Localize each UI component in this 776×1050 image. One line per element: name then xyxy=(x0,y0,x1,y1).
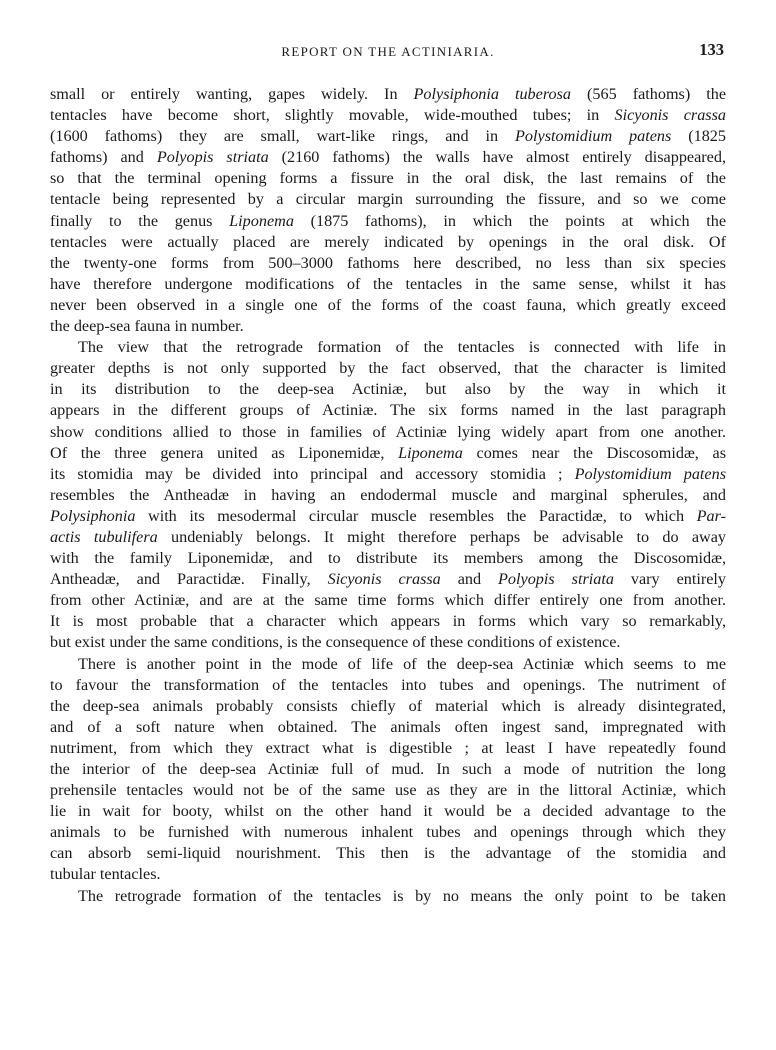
text-line: never been observed in a single one of the forms of the coast fauna, which greatly exceed xyxy=(50,295,726,314)
text-line: have therefore undergone modifications of the tentacles in the same sense, whilst it has xyxy=(50,274,726,293)
italic-term: Polyopis striata xyxy=(156,148,269,167)
text-line: the deep-sea animals probably consists chiefly of material which is already disintegrated, xyxy=(50,696,726,715)
text-line: actis tubulifera undeniably belongs. It might therefore perhaps be advisable to do away xyxy=(50,527,726,546)
paragraph xyxy=(50,886,726,907)
italic-term: Liponema xyxy=(229,211,294,230)
italic-term: Polystomidium patens xyxy=(515,127,672,146)
text-line: prehensile tentacles would not be of the same use as they are in the littoral Actiniæ, which xyxy=(50,781,726,800)
text-line: lie in wait for booty, whilst on the other hand it would be a decided advantage to the xyxy=(50,802,726,821)
text-line: tentacle being represented by a circular margin surrounding the fissure, and so we come xyxy=(50,190,726,209)
text-line: tubular tentacles. xyxy=(50,865,161,884)
paragraph xyxy=(50,654,726,886)
text-line: There is another point in the mode of life of the deep-sea Actiniæ which seems to me xyxy=(78,654,726,673)
italic-term: Polyopis striata xyxy=(498,570,614,589)
running-header xyxy=(50,38,726,68)
italic-term: Polysiphonia xyxy=(50,506,136,525)
text-line: the deep-sea fauna in number. xyxy=(50,317,244,336)
text-line: the interior of the deep-sea Actiniæ full of mud. In such a mode of nutrition the long xyxy=(50,760,726,778)
text-line: but exist under the same conditions, is the consequence of these conditions of existence. xyxy=(50,633,621,652)
text-line: from other Actiniæ, and are at the same time forms which differ entirely one from another. xyxy=(50,591,726,610)
text-line: resembles the Antheadæ in having an endodermal muscle and marginal spherules, and xyxy=(50,485,726,504)
text-line: tentacles were actually placed are merely indicated by openings in the oral disk. Of xyxy=(50,232,726,251)
text-line: Polysiphonia with its mesodermal circular muscle resembles the Paractidæ, to which Par- xyxy=(50,506,726,525)
text-line: Antheadæ, and Paractidæ. Finally, Sicyonis crassa and Polyopis striata vary entirely xyxy=(50,570,727,589)
text-line: finally to the genus Liponema (1875 fathoms), in which the points at which the xyxy=(50,211,727,230)
text-line: in its distribution to the deep-sea Actiniæ, but also by the way in which it xyxy=(50,380,726,399)
text-line: nutriment, from which they extract what is digestible ; at least I have repeatedly found xyxy=(50,738,726,757)
text-line: and of a soft nature when obtained. The animals often ingest sand, impregnated with xyxy=(50,717,726,736)
text-line: small or entirely wanting, gapes widely. In Polysiphonia tuberosa (565 fathoms) the xyxy=(50,85,726,103)
text-line: The retrograde formation of the tentacles is by no means the only point to be taken xyxy=(78,886,726,905)
italic-term: Polysiphonia tuberosa xyxy=(413,85,572,103)
italic-term: Sicyonis crassa xyxy=(614,106,727,125)
body-text xyxy=(50,84,726,907)
text-line: animals to be furnished with numerous inhalent tubes and openings through which they xyxy=(50,823,726,842)
running-title: REPORT ON THE ACTINIARIA. xyxy=(281,44,495,59)
text-line: so that the terminal opening forms a fissure in the oral disk, the last remains of the xyxy=(50,169,726,188)
text-line: show conditions allied to those in families of Actiniæ lying widely apart from one another. xyxy=(50,422,726,441)
italic-term: Sicyonis crassa xyxy=(327,570,441,589)
text-line: The view that the retrograde formation of the tentacles is connected with life in xyxy=(78,338,726,357)
italic-term: actis tubulifera xyxy=(50,527,158,546)
text-line: tentacles have become short, slightly movable, wide-mouthed tubes; in Sicyonis crassa xyxy=(50,106,727,125)
text-line: its stomidia may be divided into principal and accessory stomidia ; Polystomidium patens xyxy=(50,464,726,483)
text-line: appears in the different groups of Actiniæ. The six forms named in the last paragraph xyxy=(50,401,726,420)
text-line: It is most probable that a character which appears in forms which vary so remarkably, xyxy=(50,612,726,631)
text-line: Of the three genera united as Liponemidæ, Liponema comes near the Discosomidæ, as xyxy=(50,443,726,462)
text-line: can absorb semi-liquid nourishment. This then is the advantage of the stomidia and xyxy=(50,844,726,863)
text-line: (1600 fathoms) they are small, wart-like rings, and in Polystomidium patens (1825 xyxy=(50,127,726,146)
paragraph xyxy=(50,84,726,337)
page-number: 133 xyxy=(699,40,724,59)
document-page xyxy=(50,38,726,907)
text-line: fathoms) and Polyopis striata (2160 fathoms) the walls have almost entirely disappeared, xyxy=(50,148,726,167)
text-line: with the family Liponemidæ, and to distribute its members among the Discosomidæ, xyxy=(50,549,726,568)
text-line: the twenty-one forms from 500–3000 fathoms here described, no less than six species xyxy=(50,253,726,272)
italic-term: Liponema xyxy=(398,443,463,462)
italic-term: Par- xyxy=(696,506,726,525)
paragraph xyxy=(50,337,726,653)
text-line: to favour the transformation of the tentacles into tubes and openings. The nutriment of xyxy=(50,675,726,694)
italic-term: Polystomidium patens xyxy=(574,464,726,483)
text-line: greater depths is not only supported by the fact observed, that the character is limited xyxy=(50,359,726,378)
